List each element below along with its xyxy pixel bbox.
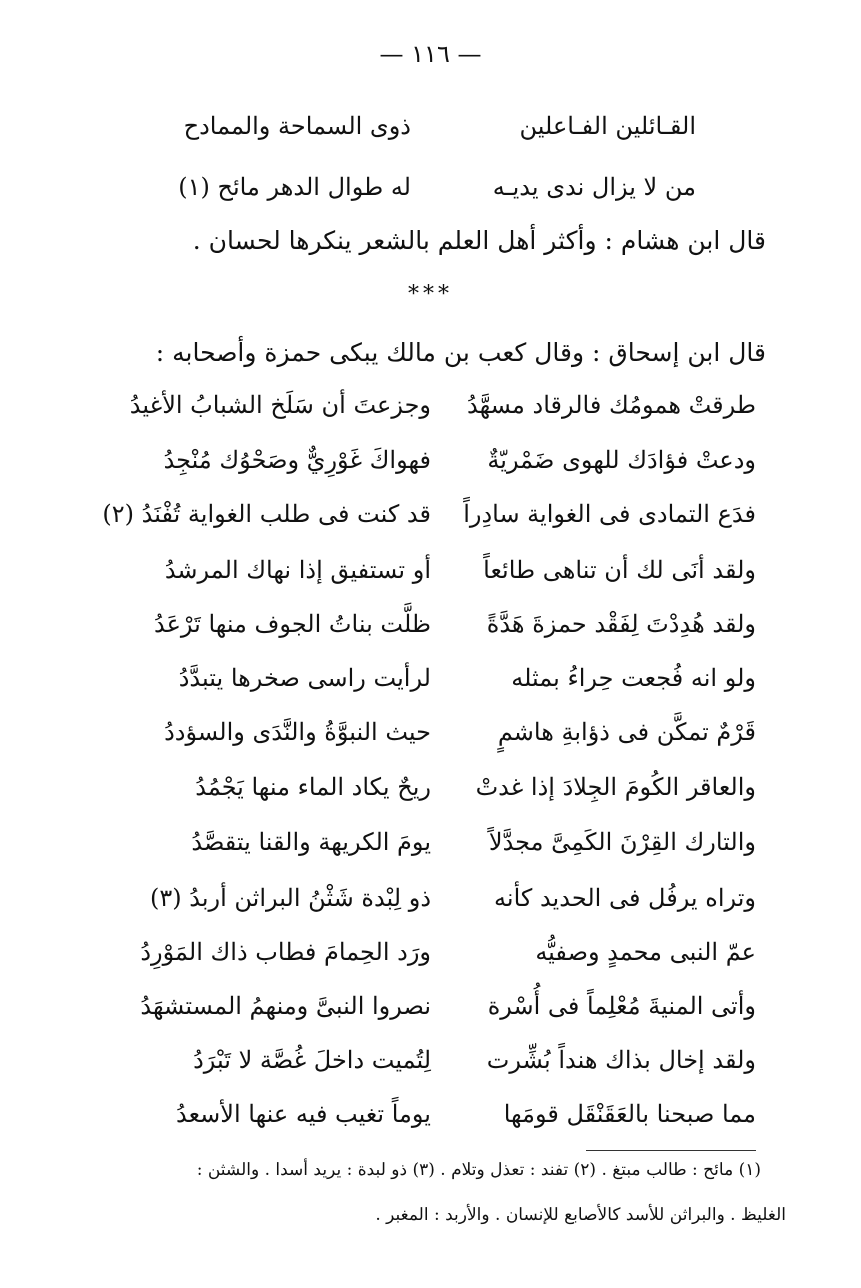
footnote-divider [586, 1150, 756, 1151]
verse-first-hemistich: من لا يزال ندى يديـه [492, 173, 696, 201]
poem-verse [0, 1046, 861, 1086]
verse-second-hemistich: ذوى السماحة والممادح [183, 112, 411, 140]
footnote-line: (١) مائح : طالب مبتغ . (٢) تفند : تعذل وتلام . (٣) ذو لبدة : يريد أسدا . والشثن : [196, 1160, 761, 1180]
verse-second-hemistich: وجزعتَ أن سَلَخ الشبابُ الأغيدُ [129, 391, 431, 419]
verse-first-hemistich: وتراه يرفُل فى الحديد كأنه [494, 884, 756, 912]
poem-verse [0, 446, 861, 486]
verse-first-hemistich: ولقد إخال بذاك هنداً بُشِّرت [486, 1046, 756, 1074]
section-separator: *** [408, 282, 453, 307]
intro-verse-row [0, 112, 861, 152]
verse-second-hemistich: لِتُميت داخلَ غُصَّة لا تَبْرَدُ [193, 1046, 431, 1074]
verse-first-hemistich: ولو انه فُجعت حِراءُ بمثله [511, 664, 756, 692]
verse-first-hemistich: قَرْمٌ تمكَّن فى ذؤابةِ هاشمٍ [497, 718, 756, 746]
verse-second-hemistich: لرأيت راسى صخرها يتبدَّدُ [178, 664, 431, 692]
intro-verse-row [0, 173, 861, 213]
verse-first-hemistich: عمّ النبى محمدٍ وصفيُّه [535, 938, 756, 966]
verse-first-hemistich: فدَع التمادى فى الغواية سادِراً [463, 500, 756, 528]
verse-first-hemistich: والتارك القِرْنَ الكَمِىَّ مجدَّلاً [488, 828, 756, 856]
verse-second-hemistich: ذو لِبْدة شَثْنُ البراثن أربدُ (٣) [149, 884, 431, 912]
poem-verse [0, 556, 861, 596]
verse-second-hemistich: ورَد الحِمامَ فطاب ذاك المَوْرِدُ [140, 938, 431, 966]
verse-second-hemistich: فهواكَ غَوْرِيٌّ وصَحْوُك مُنْجِدُ [163, 446, 431, 474]
poem-verse [0, 500, 861, 540]
verse-first-hemistich: ولقد هُدِدْتَ لِفَقْد حمزةَ هَدَّةً [486, 610, 756, 638]
verse-second-hemistich: قد كنت فى طلب الغواية تُفْنَدُ (٢) [102, 500, 431, 528]
page-number: — ١١٦ — [379, 40, 482, 68]
verse-first-hemistich: القـائلين الفـاعلين [519, 112, 696, 140]
poem-verse [0, 391, 861, 431]
verse-second-hemistich: يوماً تغيب فيه عنها الأسعدُ [176, 1100, 431, 1128]
verse-first-hemistich: وأتى المنيةَ مُعْلِماً فى أُسْرة [487, 992, 756, 1020]
verse-second-hemistich: ظلَّت بناتُ الجوف منها تَرْعَدُ [153, 610, 431, 638]
verse-second-hemistich: ريحٌ يكاد الماء منها يَجْمُدُ [195, 773, 431, 801]
verse-second-hemistich: يومَ الكريهة والقنا يتقصَّدُ [191, 828, 431, 856]
verse-first-hemistich: ولقد أنَى لك أن تناهى طائعاً [483, 556, 756, 584]
verse-second-hemistich: نصروا النبىَّ ومنهمُ المستشهَدُ [140, 992, 431, 1020]
poem-verse [0, 610, 861, 650]
verse-first-hemistich: مما صبحنا بالعَقَنْقَل قومَها [503, 1100, 756, 1128]
ibn-ishaq-intro: قال ابن إسحاق : وقال كعب بن مالك يبكى حمزة وأصحابه : [155, 338, 766, 367]
footnote-line: الغليظ . والبراثن للأسد كالأصابع للإنسان . والأربد : المغبر . [375, 1205, 786, 1225]
verse-first-hemistich: طرقتْ همومُك فالرقاد مسهَّدُ [466, 391, 756, 419]
verse-first-hemistich: ودعتْ فؤادَك للهوى ضَمْريّةٌ [487, 446, 756, 474]
poem-verse [0, 773, 861, 813]
poem-verse [0, 1100, 861, 1140]
poem-verse [0, 664, 861, 704]
poem-verse [0, 938, 861, 978]
verse-second-hemistich: حيث النبوَّةُ والنَّدَى والسؤددُ [164, 718, 431, 746]
verse-first-hemistich: والعاقر الكُومَ الجِلادَ إذا غدتْ [475, 773, 756, 801]
poem-verse [0, 992, 861, 1032]
verse-second-hemistich: له طوال الدهر مائح (١) [178, 173, 411, 201]
poem-verse [0, 718, 861, 758]
poem-verse [0, 884, 861, 924]
ibn-hisham-note: قال ابن هشام : وأكثر أهل العلم بالشعر ينكرها لحسان . [192, 226, 766, 255]
verse-second-hemistich: أو تستفيق إذا نهاك المرشدُ [164, 556, 431, 584]
poem-verse [0, 828, 861, 868]
